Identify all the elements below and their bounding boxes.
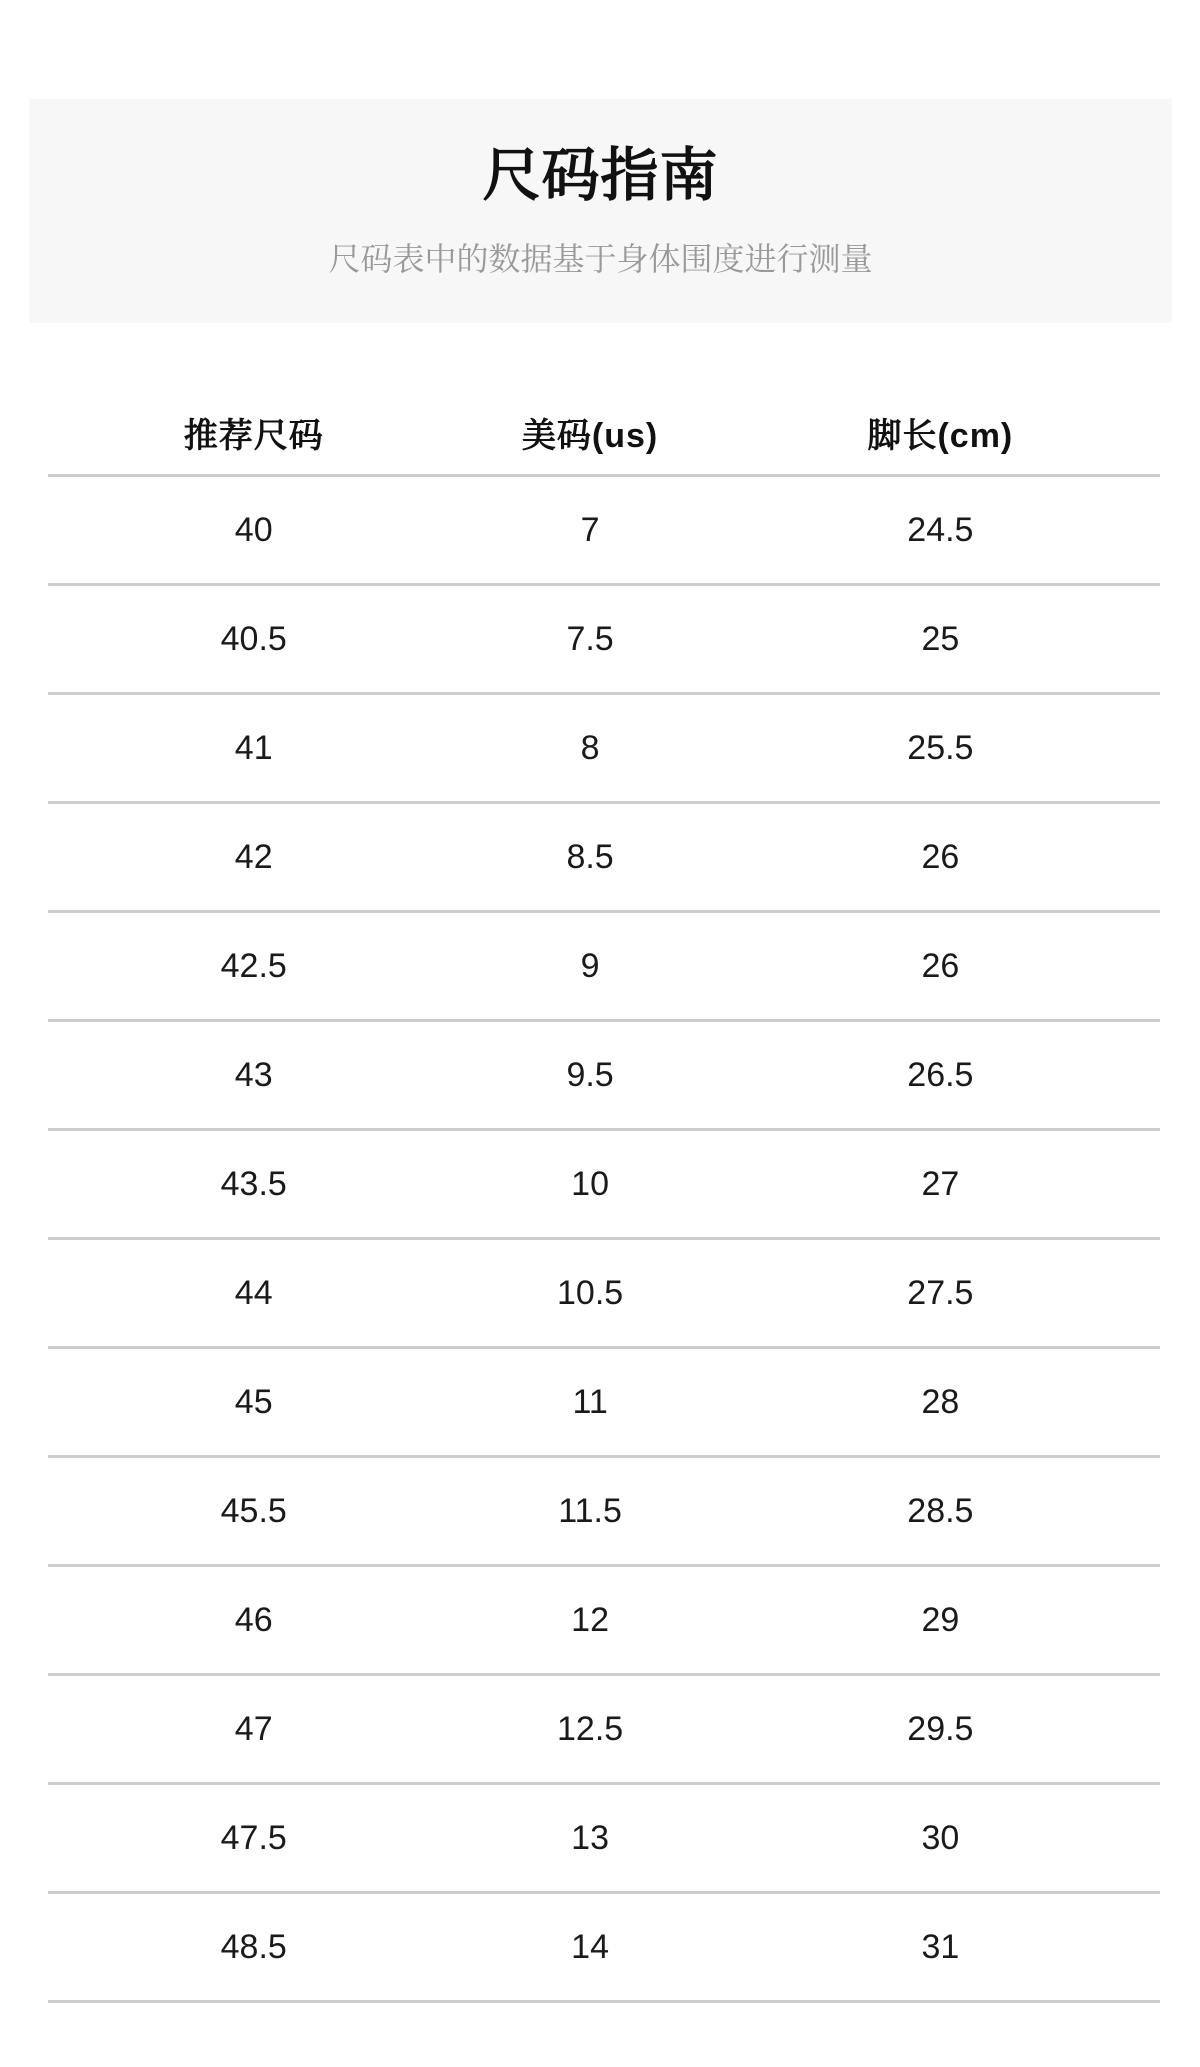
table-row xyxy=(48,1130,1160,1239)
page-title: 尺码指南 xyxy=(482,143,719,208)
table-cell: 48.5 xyxy=(48,1893,459,2002)
table-row xyxy=(48,476,1160,585)
table-cell: 31 xyxy=(721,1893,1160,2002)
table-cell: 45.5 xyxy=(48,1457,459,1566)
size-table-body xyxy=(48,476,1160,2002)
table-cell: 9.5 xyxy=(459,1021,720,1130)
size-table-container xyxy=(48,390,1160,2003)
table-cell: 27.5 xyxy=(721,1239,1160,1348)
table-cell: 47 xyxy=(48,1675,459,1784)
table-header-row xyxy=(48,390,1160,476)
table-cell: 30 xyxy=(721,1784,1160,1893)
table-row xyxy=(48,1675,1160,1784)
table-cell: 29 xyxy=(721,1566,1160,1675)
table-cell: 29.5 xyxy=(721,1675,1160,1784)
table-cell: 43 xyxy=(48,1021,459,1130)
table-cell: 10 xyxy=(459,1130,720,1239)
table-cell: 8.5 xyxy=(459,803,720,912)
table-cell: 8 xyxy=(459,694,720,803)
header-cell-foot-length: 脚长(cm) xyxy=(721,390,1160,476)
table-cell: 43.5 xyxy=(48,1130,459,1239)
table-cell: 26 xyxy=(721,803,1160,912)
page-subtitle: 尺码表中的数据基于身体围度进行测量 xyxy=(328,241,873,277)
table-cell: 40 xyxy=(48,476,459,585)
table-cell: 24.5 xyxy=(721,476,1160,585)
table-row xyxy=(48,912,1160,1021)
table-row xyxy=(48,1784,1160,1893)
table-cell: 14 xyxy=(459,1893,720,2002)
table-cell: 11 xyxy=(459,1348,720,1457)
hero-banner xyxy=(29,99,1172,323)
size-table xyxy=(48,390,1160,2003)
table-row xyxy=(48,585,1160,694)
table-cell: 28 xyxy=(721,1348,1160,1457)
table-cell: 40.5 xyxy=(48,585,459,694)
table-cell: 45 xyxy=(48,1348,459,1457)
table-row xyxy=(48,803,1160,912)
header-cell-us-size: 美码(us) xyxy=(459,390,720,476)
table-cell: 42.5 xyxy=(48,912,459,1021)
table-cell: 10.5 xyxy=(459,1239,720,1348)
table-cell: 26.5 xyxy=(721,1021,1160,1130)
table-row xyxy=(48,1348,1160,1457)
table-row xyxy=(48,1566,1160,1675)
table-cell: 41 xyxy=(48,694,459,803)
table-row xyxy=(48,1021,1160,1130)
table-cell: 42 xyxy=(48,803,459,912)
table-cell: 7.5 xyxy=(459,585,720,694)
table-cell: 13 xyxy=(459,1784,720,1893)
table-cell: 25.5 xyxy=(721,694,1160,803)
table-cell: 12 xyxy=(459,1566,720,1675)
table-cell: 25 xyxy=(721,585,1160,694)
table-cell: 26 xyxy=(721,912,1160,1021)
table-cell: 7 xyxy=(459,476,720,585)
table-cell: 46 xyxy=(48,1566,459,1675)
table-cell: 47.5 xyxy=(48,1784,459,1893)
table-cell: 44 xyxy=(48,1239,459,1348)
table-cell: 27 xyxy=(721,1130,1160,1239)
table-row xyxy=(48,1457,1160,1566)
table-row xyxy=(48,1893,1160,2002)
table-row xyxy=(48,694,1160,803)
table-cell: 12.5 xyxy=(459,1675,720,1784)
header-cell-recommended-size: 推荐尺码 xyxy=(48,390,459,476)
table-cell: 11.5 xyxy=(459,1457,720,1566)
table-cell: 9 xyxy=(459,912,720,1021)
table-cell: 28.5 xyxy=(721,1457,1160,1566)
table-row xyxy=(48,1239,1160,1348)
